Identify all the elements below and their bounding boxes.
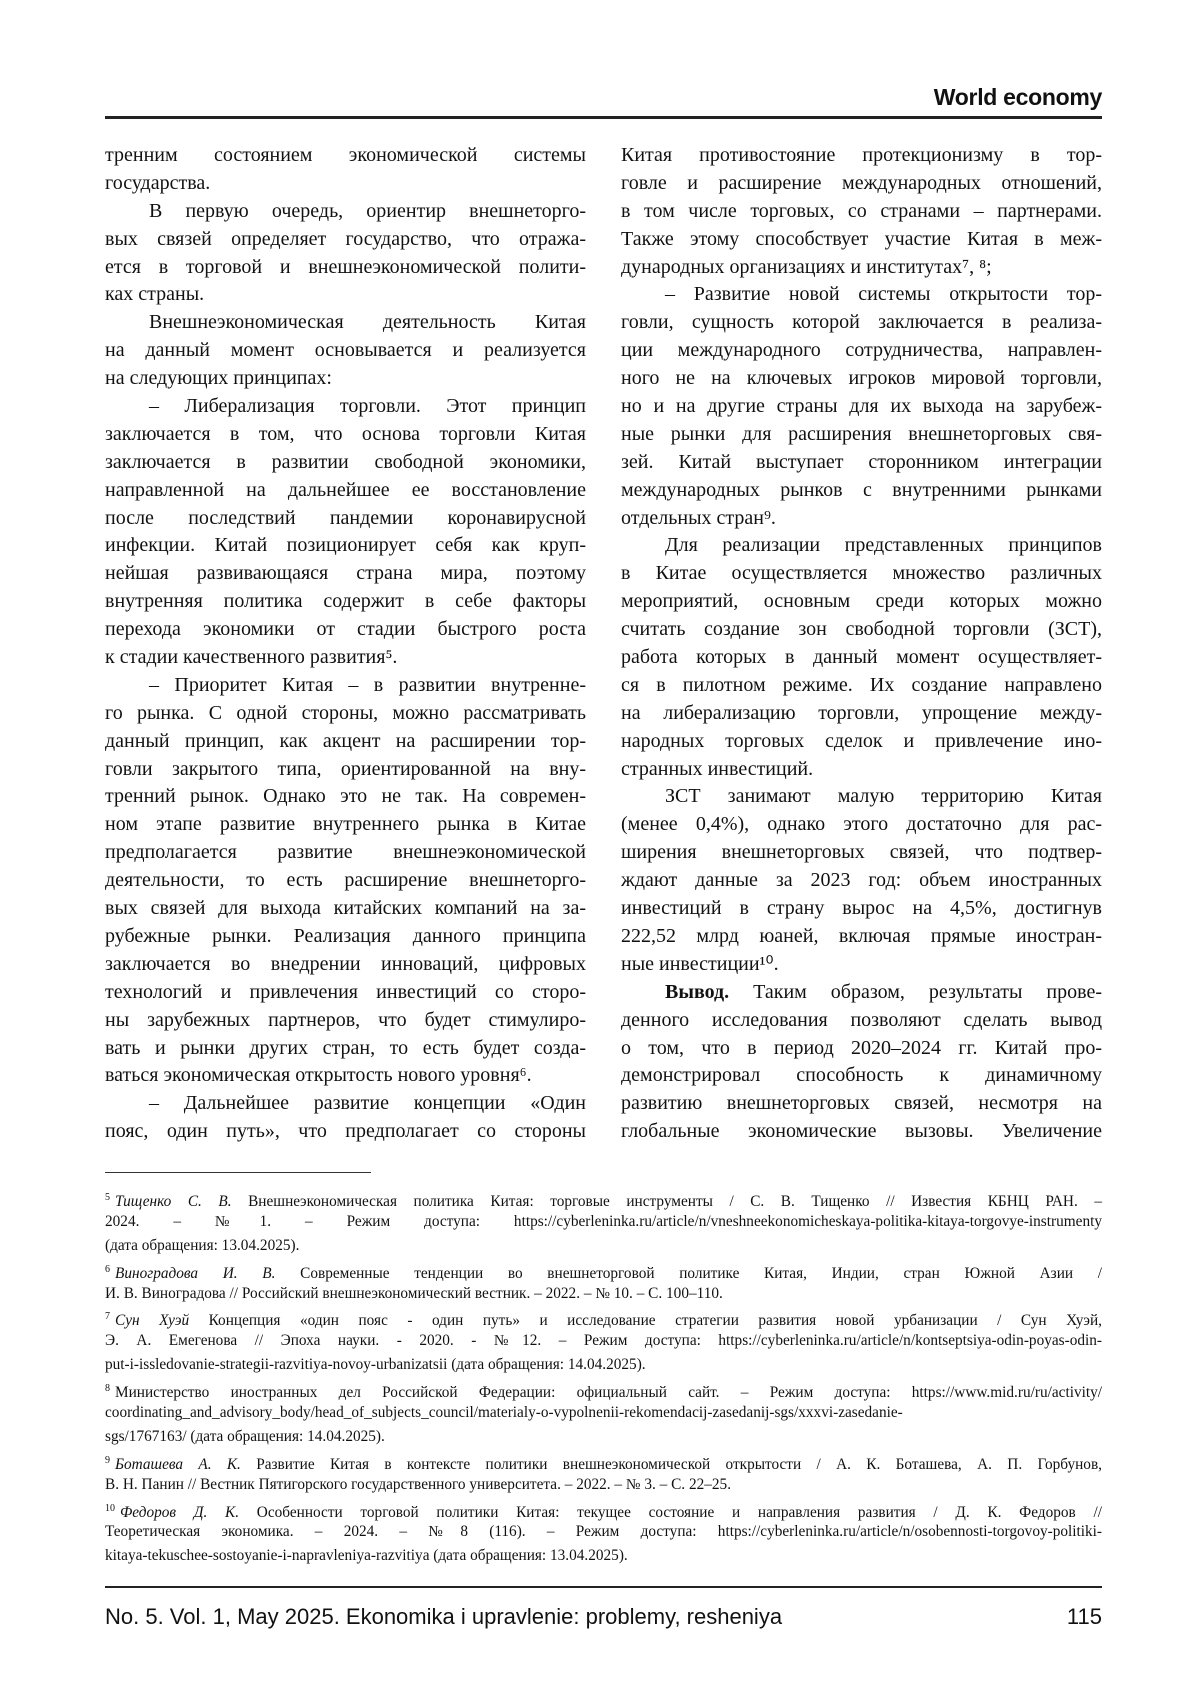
paragraph xyxy=(621,979,1102,1146)
paragraph xyxy=(105,393,586,672)
text-line xyxy=(105,783,586,811)
line-text: о том, что в период 2020–2024 гг. Китай про- xyxy=(621,1037,1102,1059)
paragraph xyxy=(621,783,1102,978)
text-line xyxy=(621,365,1102,393)
paragraph xyxy=(105,142,586,198)
line-text: Также этому способствует участие Китая в меж- xyxy=(621,228,1102,250)
line-text: на следующих принципах: xyxy=(105,367,332,389)
footnote-number: 10 xyxy=(105,1503,115,1514)
line-text: внутренняя политика содержит в себе факторы xyxy=(105,590,586,612)
text-line xyxy=(105,421,586,449)
text-line xyxy=(621,979,1102,1007)
line-text: странных инвестиций. xyxy=(621,758,813,780)
text-line xyxy=(621,644,1102,672)
line-text: – Дальнейшее развитие концепции «Один xyxy=(149,1092,586,1114)
line-text: государства. xyxy=(105,172,210,194)
text-line xyxy=(105,532,586,560)
footnote-text: coordinating_and_advisory_body/head_of_subjects_council/materialy-o-vypolnenii-rekomendacij-zasedanij-sgs/xxxvi-zasedanie- xyxy=(105,1404,903,1421)
text-line xyxy=(105,337,586,365)
footnote-text: Особенности торговой политики Китая: текущее состояние и направления развития / Д. К. Федоров // xyxy=(239,1504,1102,1521)
footnote-number: 6 xyxy=(105,1264,110,1275)
paragraph xyxy=(621,142,1102,281)
text-line xyxy=(621,477,1102,505)
line-text: после последствий пандемии коронавирусной xyxy=(105,507,586,529)
text-line xyxy=(105,365,586,393)
line-text: пояс, один путь», что предполагает со стороны xyxy=(105,1120,586,1142)
line-text: мероприятий, основным среди которых можно xyxy=(621,590,1102,612)
text-column-right xyxy=(621,142,1102,1146)
line-text: говли, сущность которой заключается в реализа- xyxy=(621,311,1102,333)
text-line xyxy=(105,1035,586,1063)
paragraph xyxy=(621,281,1102,532)
line-text: ся в пилотном режиме. Их создание направлено xyxy=(621,674,1102,696)
line-text: – Либерализация торговли. Этот принцип xyxy=(149,395,586,417)
text-line xyxy=(621,867,1102,895)
journal-citation: No. 5. Vol. 1, May 2025. Ekonomika i upravlenie: problemy, resheniya xyxy=(105,1604,782,1630)
text-line xyxy=(105,309,586,337)
line-text: демонстрировал способность к динамичному xyxy=(621,1064,1102,1086)
text-line xyxy=(621,1090,1102,1118)
text-line xyxy=(621,337,1102,365)
text-line xyxy=(105,951,586,979)
footnote-text: В. Н. Панин // Вестник Пятигорского государственного университета. – 2022. – № 3. – С. 22–25. xyxy=(105,1476,731,1493)
paragraph xyxy=(105,309,586,393)
footnote-author: Федоров Д. К. xyxy=(120,1504,239,1521)
footnote-line xyxy=(105,1210,1102,1234)
line-text: ном этапе развитие внутреннего рынка в Китае xyxy=(105,813,586,835)
footer-rule xyxy=(105,1586,1102,1588)
text-line xyxy=(105,756,586,784)
line-text: предполагается развитие внешнеэкономической xyxy=(105,841,586,863)
line-text: говле и расширение международных отношений, xyxy=(621,172,1102,194)
footnote xyxy=(105,1497,1102,1569)
line-text: деятельности, то есть расширение внешнеторго- xyxy=(105,869,586,891)
text-line xyxy=(621,505,1102,533)
text-line xyxy=(105,254,586,282)
footnote-text: Теоретическая экономика. – 2024. – №8 (116). – Режим доступа: https://cyberleninka.ru/article/n/osobennosti-torgovoy-politiki- xyxy=(105,1523,1102,1540)
footnote-author: Виноградова И. В. xyxy=(115,1265,275,1282)
line-text: ется в торговой и внешнеэкономической полити- xyxy=(105,256,586,278)
footnote-text: И. В. Виноградова // Российский внешнеэкономический вестник. – 2022. – № 10. – С. 100–110. xyxy=(105,1285,723,1302)
line-text: ЗСТ занимают малую территорию Китая xyxy=(665,785,1102,807)
line-text: работа которых в данный момент осуществляет- xyxy=(621,646,1102,668)
header-rule xyxy=(105,116,1102,119)
text-line xyxy=(105,505,586,533)
line-text: технологий и привлечения инвестиций со сторо- xyxy=(105,981,586,1003)
text-line xyxy=(621,616,1102,644)
text-line xyxy=(621,393,1102,421)
text-line xyxy=(105,1118,586,1146)
line-text: международных рынков с внутренними рынками xyxy=(621,479,1102,501)
footnote-separator xyxy=(105,1172,371,1173)
text-line xyxy=(105,1090,586,1118)
footnote-number: 9 xyxy=(105,1455,110,1466)
text-line xyxy=(621,421,1102,449)
bold-lead: Вывод. xyxy=(665,981,729,1003)
line-text: дународных организациях и институтах⁷, ⁸; xyxy=(621,256,992,278)
line-text: ны зарубежных партнеров, что будет стимулиро- xyxy=(105,1009,586,1031)
text-line xyxy=(621,1062,1102,1090)
line-text: вых связей определяет государство, что отража- xyxy=(105,228,586,250)
footnote xyxy=(105,1377,1102,1449)
line-text: рубежные рынки. Реализация данного принципа xyxy=(105,925,586,947)
footnote-author: Сун Хуэй xyxy=(115,1312,189,1329)
footnote-line xyxy=(105,1520,1102,1544)
text-line xyxy=(105,588,586,616)
text-line xyxy=(621,449,1102,477)
line-text: данный принцип, как акцент на расширении тор- xyxy=(105,730,586,752)
text-line xyxy=(105,1007,586,1035)
line-text: народных торговых сделок и привлечение ино- xyxy=(621,730,1102,752)
text-line xyxy=(621,142,1102,170)
footnote-line xyxy=(105,1329,1102,1353)
line-text: тренним состоянием экономической системы xyxy=(105,144,586,166)
footnotes xyxy=(105,1186,1102,1568)
text-line xyxy=(621,951,1102,979)
line-text: тренний рынок. Однако это не так. На современ- xyxy=(105,785,586,807)
line-text: Китая противостояние протекционизму в тор- xyxy=(621,144,1102,166)
footnote-line xyxy=(105,1544,1102,1568)
footnote-number: 8 xyxy=(105,1383,110,1394)
text-line xyxy=(105,1062,586,1090)
page-number: 115 xyxy=(1067,1604,1102,1630)
line-text: на данный момент основывается и реализуется xyxy=(105,339,586,361)
line-text: к стадии качественного развития⁵. xyxy=(105,646,397,668)
footnote-line xyxy=(105,1425,1102,1449)
section-header: World economy xyxy=(934,84,1102,111)
line-text: го рынка. С одной стороны, можно рассматривать xyxy=(105,702,586,724)
line-text: ждают данные за 2023 год: объем иностранных xyxy=(621,869,1102,891)
footnote-text: sgs/1767163/ (дата обращения: 14.04.2025). xyxy=(105,1428,385,1445)
line-text: ваться экономическая открытость нового уровня⁶. xyxy=(105,1064,532,1086)
text-line xyxy=(105,170,586,198)
text-line xyxy=(105,226,586,254)
footnote-number: 5 xyxy=(105,1192,110,1203)
footnote-text: Современные тенденции во внешнеторговой политике Китая, Индии, стран Южной Азии / xyxy=(275,1265,1102,1282)
footnote-line xyxy=(105,1305,1102,1329)
text-line xyxy=(621,198,1102,226)
line-text: зей. Китай выступает сторонником интеграции xyxy=(621,451,1102,473)
footnote-line xyxy=(105,1473,1102,1497)
text-line xyxy=(621,811,1102,839)
footnote-line xyxy=(105,1353,1102,1377)
text-line xyxy=(621,1118,1102,1146)
text-line xyxy=(105,979,586,1007)
footnote xyxy=(105,1305,1102,1377)
paragraph xyxy=(621,532,1102,783)
text-column-left xyxy=(105,142,586,1146)
text-line xyxy=(621,783,1102,811)
line-text: направленной на дальнейшее ее восстановление xyxy=(105,479,586,501)
line-text: считать создание зон свободной торговли (ЗСТ), xyxy=(621,618,1102,640)
footnote-line xyxy=(105,1186,1102,1210)
footnote-line xyxy=(105,1377,1102,1401)
text-line xyxy=(621,728,1102,756)
text-line xyxy=(621,226,1102,254)
line-text: заключается в развитии свободной экономики, xyxy=(105,451,586,473)
line-text: инвестиций в страну вырос на 4,5%, достигнув xyxy=(621,897,1102,919)
line-text: отдельных стран⁹. xyxy=(621,507,776,529)
line-text: ках страны. xyxy=(105,283,204,305)
line-text: заключается в том, что основа торговли Китая xyxy=(105,423,586,445)
text-line xyxy=(105,616,586,644)
footnote-line xyxy=(105,1258,1102,1282)
line-text: вых связей для выхода китайских компаний на за- xyxy=(105,897,586,919)
text-line xyxy=(105,198,586,226)
footnote-text: 2024. – №1. – Режим доступа: https://cyberleninka.ru/article/n/vneshneekonomicheskaya-politika-kitaya-torgovye-instrumenty xyxy=(105,1213,1102,1230)
footnote-text: Концепция «один пояс - один путь» и исследование стратегии развития новой урбанизации / Сун Хуэй, xyxy=(189,1312,1102,1329)
line-text: – Приоритет Китая – в развитии внутренне- xyxy=(149,674,586,696)
footnote-text: put-i-issledovanie-strategii-razvitiya-novoy-urbanizatsii (дата обращения: 14.04.2025). xyxy=(105,1356,646,1373)
text-line xyxy=(621,254,1102,282)
text-line xyxy=(621,1035,1102,1063)
footnote-author: Боташева А. К. xyxy=(115,1456,241,1473)
line-text: В первую очередь, ориентир внешнеторго- xyxy=(149,200,586,222)
footnote-text: Внешнеэкономическая политика Китая: торговые инструменты / С. В. Тищенко // Известия КБНЦ РАН. – xyxy=(232,1193,1102,1210)
text-line xyxy=(621,756,1102,784)
line-text: заключается во внедрении инноваций, цифровых xyxy=(105,953,586,975)
line-text: инфекции. Китай позиционирует себя как круп- xyxy=(105,534,586,556)
footnote-text: Э. А. Емегенова // Эпоха науки. - 2020. - №12. – Режим доступа: https://cyberleninka.ru/article/n/kontseptsiya-odin-poyas-odin- xyxy=(105,1332,1102,1349)
text-line xyxy=(105,672,586,700)
footnote-line xyxy=(105,1449,1102,1473)
line-text: вать и рынки других стран, то есть будет созда- xyxy=(105,1037,586,1059)
text-line xyxy=(105,728,586,756)
footnote-line xyxy=(105,1234,1102,1258)
text-line xyxy=(621,588,1102,616)
line-text: на либерализацию торговли, упрощение между- xyxy=(621,702,1102,724)
footnote-author: Тищенко С. В. xyxy=(115,1193,232,1210)
footnote xyxy=(105,1186,1102,1258)
text-line xyxy=(105,142,586,170)
line-text: Внешнеэкономическая деятельность Китая xyxy=(149,311,586,333)
line-text: ного не на ключевых игроков мировой торговли, xyxy=(621,367,1102,389)
footnote-text: kitaya-tekuschee-sostoyanie-i-napravleniya-razvitiya (дата обращения: 13.04.2025). xyxy=(105,1547,628,1564)
line-text: в Китае осуществляется множество различных xyxy=(621,562,1102,584)
paragraph xyxy=(105,672,586,1090)
text-line xyxy=(105,644,586,672)
line-text: нейшая развивающаяся страна мира, поэтому xyxy=(105,562,586,584)
footnote xyxy=(105,1449,1102,1497)
line-text: перехода экономики от стадии быстрого роста xyxy=(105,618,586,640)
text-line xyxy=(105,449,586,477)
text-line xyxy=(621,839,1102,867)
line-text: ции международного сотрудничества, направлен- xyxy=(621,339,1102,361)
footnote-text: (дата обращения: 13.04.2025). xyxy=(105,1237,299,1254)
footnote-text: Развитие Китая в контексте политики внешнеэкономической открытости / А. К. Боташева, А. П. Горбунов, xyxy=(241,1456,1102,1473)
footnote-number: 7 xyxy=(105,1311,110,1322)
line-text: развитию внешнеторговых связей, несмотря на xyxy=(621,1092,1102,1114)
text-line xyxy=(621,923,1102,951)
paragraph xyxy=(105,1090,586,1146)
line-text: денного исследования позволяют сделать вывод xyxy=(621,1009,1102,1031)
line-text: ные инвестиции¹⁰. xyxy=(621,953,779,975)
text-line xyxy=(105,281,586,309)
line-text: – Развитие новой системы открытости тор- xyxy=(665,283,1102,305)
text-line xyxy=(105,393,586,421)
line-text: Таким образом, результаты прове- xyxy=(729,981,1102,1003)
line-text: в том числе торговых, со странами – партнерами. xyxy=(621,200,1102,222)
footnote-line xyxy=(105,1282,1102,1306)
text-line xyxy=(105,811,586,839)
text-line xyxy=(105,477,586,505)
text-line xyxy=(105,895,586,923)
text-line xyxy=(621,309,1102,337)
footnote xyxy=(105,1258,1102,1306)
line-text: Для реализации представленных принципов xyxy=(665,534,1102,556)
line-text: глобальные экономические вызовы. Увеличение xyxy=(621,1120,1102,1142)
line-text: (менее 0,4%), однако этого достаточно для рас- xyxy=(621,813,1102,835)
line-text: 222,52 млрд юаней, включая прямые иностран- xyxy=(621,925,1102,947)
paragraph xyxy=(105,198,586,310)
text-line xyxy=(621,895,1102,923)
line-text: ширения внешнеторговых связей, что подтвер- xyxy=(621,841,1102,863)
footnote-text: Министерство иностранных дел Российской Федерации: официальный сайт. – Режим доступа: https://www.mid.ru/ru/activity/ xyxy=(115,1384,1102,1401)
text-line xyxy=(621,170,1102,198)
text-line xyxy=(621,532,1102,560)
text-line xyxy=(105,923,586,951)
footnote-line xyxy=(105,1497,1102,1521)
text-line xyxy=(621,1007,1102,1035)
text-line xyxy=(621,560,1102,588)
text-line xyxy=(621,281,1102,309)
line-text: говли закрытого типа, ориентированной на вну- xyxy=(105,758,586,780)
text-line xyxy=(105,839,586,867)
line-text: но и на другие страны для их выхода на зарубеж- xyxy=(621,395,1102,417)
text-line xyxy=(105,867,586,895)
footnote-line xyxy=(105,1401,1102,1425)
text-line xyxy=(105,700,586,728)
text-line xyxy=(105,560,586,588)
line-text: ные рынки для расширения внешнеторговых свя- xyxy=(621,423,1102,445)
text-line xyxy=(621,672,1102,700)
text-line xyxy=(621,700,1102,728)
